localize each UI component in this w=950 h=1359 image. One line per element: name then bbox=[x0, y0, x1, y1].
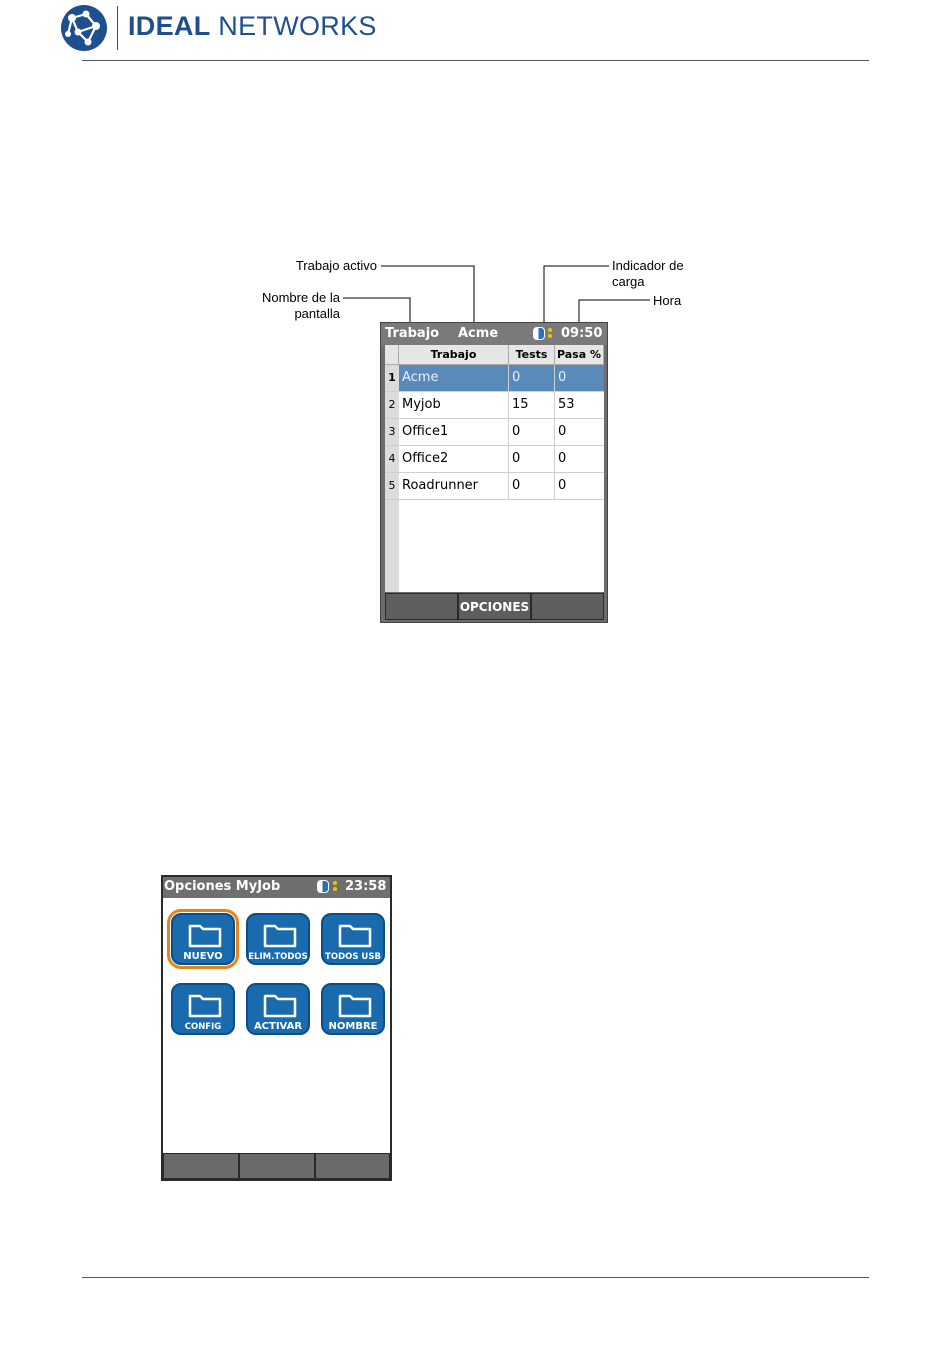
callout-active-job: Trabajo activo bbox=[295, 258, 377, 273]
all-to-usb-button[interactable] bbox=[321, 913, 385, 965]
screen-name: Trabajo bbox=[385, 326, 440, 341]
screen-title-bar bbox=[163, 877, 390, 898]
rename-button[interactable] bbox=[321, 983, 385, 1035]
clock-time: 09:50 bbox=[561, 326, 603, 341]
folder-icon bbox=[263, 922, 297, 948]
table-corner-header bbox=[385, 345, 399, 365]
cell-job: Office1 bbox=[399, 419, 509, 445]
folder-icon bbox=[263, 992, 297, 1018]
activate-button[interactable] bbox=[246, 983, 310, 1035]
cell-tests: 15 bbox=[509, 392, 555, 418]
callout-charge-line1: Indicador de bbox=[612, 258, 684, 273]
battery-icon bbox=[317, 880, 329, 893]
cell-pass: 0 bbox=[558, 451, 567, 466]
cell-tests: 0 bbox=[509, 365, 555, 391]
job-options-screen bbox=[161, 875, 392, 1181]
softkey-bar bbox=[385, 593, 604, 620]
column-header-pass[interactable]: Pasa % bbox=[555, 345, 604, 365]
cell-tests: 0 bbox=[509, 473, 555, 499]
delete-all-button[interactable] bbox=[246, 913, 310, 965]
table-row[interactable] bbox=[385, 365, 604, 392]
logo-divider bbox=[117, 6, 118, 50]
callout-charge-line2: carga bbox=[612, 274, 645, 289]
cell-tests: 0 bbox=[509, 446, 555, 472]
row-number: 2 bbox=[385, 392, 399, 418]
tile-label: TODOS USB bbox=[325, 952, 381, 962]
screen-title-bar bbox=[381, 323, 607, 345]
callout-time: Hora bbox=[653, 293, 682, 308]
cell-pass: 0 bbox=[558, 478, 567, 493]
charge-indicator-icon bbox=[333, 881, 337, 893]
callout-screen-name bbox=[240, 290, 340, 322]
folder-icon bbox=[188, 992, 222, 1018]
cell-job: Office2 bbox=[399, 446, 509, 472]
header-rule bbox=[82, 60, 869, 61]
table-row[interactable] bbox=[385, 392, 604, 419]
cell-job: Roadrunner bbox=[399, 473, 509, 499]
new-job-button[interactable] bbox=[171, 913, 235, 965]
row-number: 4 bbox=[385, 446, 399, 472]
tile-label: ACTIVAR bbox=[253, 1021, 303, 1032]
cell-tests: 0 bbox=[509, 419, 555, 445]
tile-label: NUEVO bbox=[183, 951, 223, 962]
battery-icon bbox=[533, 327, 545, 340]
tile-label: CONFIG bbox=[184, 1022, 222, 1032]
cell-job: Acme bbox=[399, 365, 509, 391]
callout-screen-name-line1: Nombre de la bbox=[261, 290, 340, 305]
folder-icon bbox=[338, 922, 372, 948]
cell-job: Myjob bbox=[399, 392, 509, 418]
softkey-left[interactable] bbox=[385, 593, 458, 620]
table-row[interactable] bbox=[385, 446, 604, 473]
folder-icon bbox=[188, 922, 222, 948]
softkey-right[interactable] bbox=[531, 593, 604, 620]
screen-name: Opciones MyJob bbox=[164, 879, 281, 894]
row-number: 1 bbox=[385, 365, 399, 391]
row-number: 5 bbox=[385, 473, 399, 499]
cell-pass: 0 bbox=[558, 424, 567, 439]
table-row[interactable] bbox=[385, 419, 604, 446]
table-row[interactable] bbox=[385, 473, 604, 500]
softkey-center[interactable] bbox=[239, 1153, 315, 1179]
clock-time: 23:58 bbox=[345, 879, 387, 894]
softkey-left[interactable] bbox=[163, 1153, 239, 1179]
footer-rule bbox=[82, 1277, 869, 1278]
callout-charge-indicator bbox=[612, 258, 684, 290]
config-button[interactable] bbox=[171, 983, 235, 1035]
cell-pass: 0 bbox=[558, 370, 567, 385]
column-header-tests[interactable]: Tests bbox=[509, 345, 555, 365]
folder-icon bbox=[338, 992, 372, 1018]
job-list-screen bbox=[380, 322, 608, 623]
charge-indicator-icon bbox=[548, 328, 552, 340]
softkey-right[interactable] bbox=[315, 1153, 390, 1179]
active-job-name: Acme bbox=[458, 326, 499, 341]
ideal-networks-logo-icon bbox=[60, 4, 108, 52]
brand-name bbox=[128, 11, 377, 42]
brand-name-bold: IDEAL bbox=[128, 11, 211, 41]
tile-label: NOMBRE bbox=[328, 1021, 378, 1032]
softkey-options[interactable]: OPCIONES bbox=[458, 593, 531, 620]
cell-pass: 53 bbox=[558, 397, 575, 412]
row-number: 3 bbox=[385, 419, 399, 445]
brand-name-rest: NETWORKS bbox=[210, 11, 377, 41]
callout-screen-name-line2: pantalla bbox=[294, 306, 340, 321]
softkey-bar bbox=[163, 1153, 390, 1179]
tile-label: ELIM.TODOS bbox=[248, 952, 308, 962]
column-header-job[interactable]: Trabajo bbox=[399, 345, 509, 365]
job-table bbox=[385, 345, 604, 592]
